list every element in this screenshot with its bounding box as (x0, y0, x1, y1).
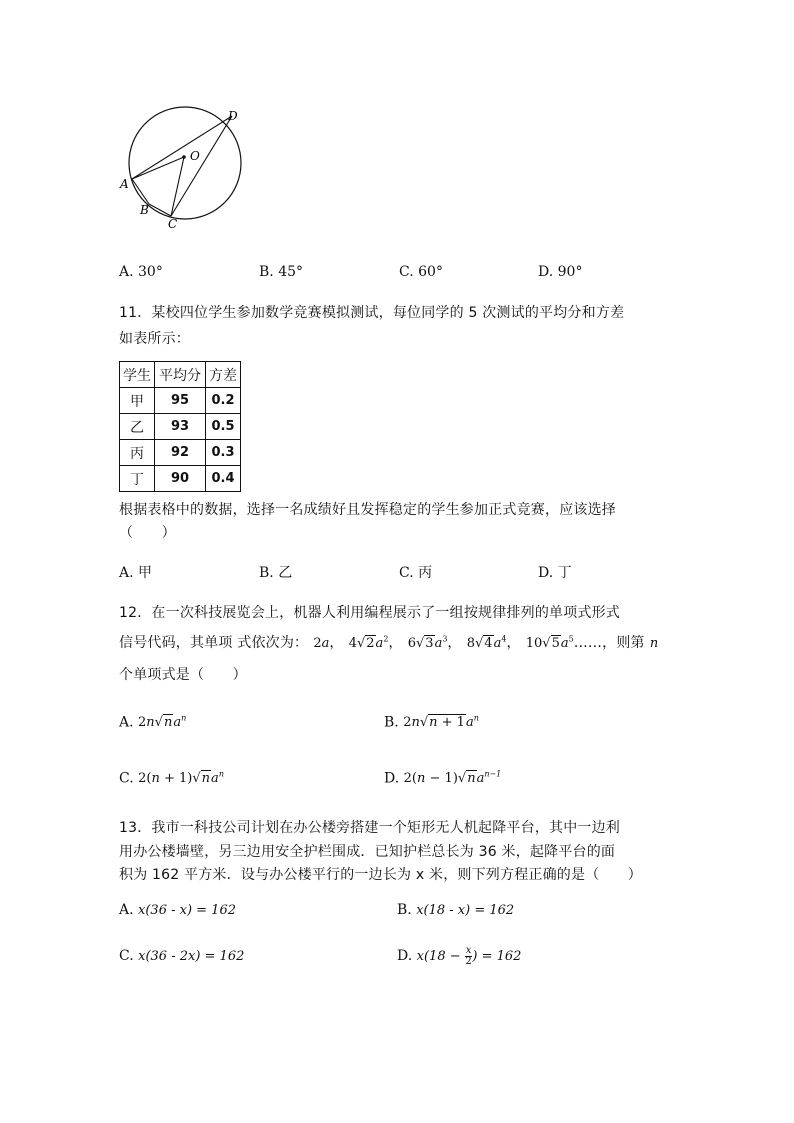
q12-stem-line2: 信号代码，其单项 式依次为： 2a， $4√2a^2$， $6√3a^3$， $8√4a^4$， $10√5a^5\dots\dots$，则第 n (119, 634, 659, 651)
option-letter: D. (538, 264, 554, 280)
option-formula: x(36 - 2x) = 162 (138, 949, 245, 964)
q13-option-b[interactable] (397, 902, 514, 918)
segment-OC (171, 157, 184, 216)
q11-stem-line2: 如表所示： (119, 331, 190, 347)
variable-n: n (649, 636, 659, 651)
student-name: 乙 (120, 414, 155, 440)
q12-stem-line3: 个单项式是（ ） (119, 667, 247, 683)
label-D: D (228, 109, 238, 123)
option-letter: C. (119, 948, 134, 964)
q12-option-c[interactable] (119, 770, 224, 786)
option-text: 45° (278, 264, 304, 280)
variance: 0.3 (206, 440, 241, 466)
header-student: 学生 (120, 362, 155, 388)
center-point (182, 155, 186, 159)
average-score: 90 (155, 466, 206, 492)
sequence-term-3: $6√3a^3$ (407, 634, 448, 651)
q10-option-c[interactable] (399, 264, 443, 280)
header-variance: 方差 (206, 362, 241, 388)
option-letter: B. (384, 714, 399, 731)
q13-option-a[interactable] (119, 902, 236, 918)
q11-option-c[interactable] (399, 562, 432, 582)
sequence-term-4: $8√4a^4$ (466, 634, 507, 651)
option-letter: C. (119, 770, 134, 787)
option-letter: B. (397, 902, 412, 918)
label-O: O (190, 149, 200, 163)
q10-option-b[interactable] (259, 264, 303, 280)
label-C: C (168, 217, 178, 231)
table-row (120, 466, 241, 492)
q13-option-d[interactable] (397, 946, 521, 967)
option-letter: A. (119, 902, 134, 918)
q11-option-d[interactable] (538, 562, 572, 582)
q11-stem-line1: 11．某校四位学生参加数学竞赛模拟测试，每位同学的 5 次测试的平均分和方差 (119, 305, 625, 321)
option-formula: $2n√n + 1a^n$ (403, 714, 479, 731)
table-row (120, 440, 241, 466)
option-letter: B. (259, 565, 274, 581)
option-letter: C. (399, 565, 414, 581)
average-score: 93 (155, 414, 206, 440)
table-row (120, 414, 241, 440)
q11-option-a[interactable] (119, 562, 152, 582)
q12-option-b[interactable] (384, 714, 479, 730)
q11-prompt-line1: 根据表格中的数据，选择一名成绩好且发挥稳定的学生参加正式竞赛，应该选择 (119, 502, 616, 518)
sequence-term-5: $10√5a^5$ (525, 634, 574, 651)
option-text: 甲 (138, 565, 153, 581)
student-name: 甲 (120, 388, 155, 414)
option-text: 丁 (557, 565, 572, 581)
option-letter: A. (119, 264, 134, 280)
option-text: 丙 (418, 565, 433, 581)
option-formula: $2(n + 1)√na^n$ (138, 770, 224, 787)
student-name: 丁 (120, 466, 155, 492)
q13-option-c[interactable] (119, 948, 244, 964)
label-B: B (140, 203, 149, 217)
q11-option-b[interactable] (259, 562, 292, 582)
circle-figure (112, 100, 252, 235)
q13-stem-line2: 用办公楼墙壁，另三边用安全护栏围成．已知护栏总长为 36 米，起降平台的面 (119, 844, 616, 860)
chord-AB (132, 179, 149, 204)
q10-option-d[interactable] (538, 264, 582, 280)
q12-stem-line1: 12．在一次科技展览会上，机器人利用编程展示了一组按规律排列的单项式形式 (119, 605, 621, 621)
ellipsis-text: ……，则第 (573, 635, 645, 651)
option-text: 乙 (278, 565, 293, 581)
option-formula: x(18 - x) = 162 (416, 903, 515, 918)
segment-AO (132, 157, 184, 179)
option-formula: x(18 − $\frac{x}{2}$ ) = 162 (416, 945, 522, 967)
option-letter: D. (538, 565, 554, 581)
table-header-row (120, 362, 241, 388)
option-text: 30° (138, 264, 163, 280)
variance: 0.4 (206, 466, 241, 492)
option-letter: C. (399, 264, 414, 280)
variance: 0.2 (206, 388, 241, 414)
q13-stem-line3: 积为 162 平方米．设与办公楼平行的一边长为 x 米，则下列方程正确的是（ ） (119, 867, 643, 883)
q12-option-d[interactable] (384, 770, 501, 786)
variance: 0.5 (206, 414, 241, 440)
stem-text: 信号代码，其单项 式依次为： (119, 635, 309, 651)
q13-stem-line1: 13．我市一科技公司计划在办公楼旁搭建一个矩形无人机起降平台，其中一边利 (119, 820, 621, 836)
header-average: 平均分 (155, 362, 206, 388)
score-table (119, 361, 241, 492)
chord-CD (171, 116, 232, 216)
q11-prompt-line2: （ ） (119, 525, 176, 541)
option-formula: $2n√na^n$ (138, 714, 187, 731)
chord-BC (149, 204, 171, 216)
option-text: 90° (557, 264, 583, 280)
average-score: 92 (155, 440, 206, 466)
option-letter: B. (259, 264, 274, 280)
table-row (120, 388, 241, 414)
sequence-term-2: $4√2a^2$ (348, 634, 389, 651)
label-A: A (120, 177, 129, 191)
option-letter: A. (119, 714, 134, 731)
option-letter: A. (119, 565, 134, 581)
q12-option-a[interactable] (119, 714, 186, 730)
option-letter: D. (397, 948, 413, 964)
average-score: 95 (155, 388, 206, 414)
student-name: 丙 (120, 440, 155, 466)
option-text: 60° (418, 264, 443, 280)
sequence-term-1: 2a (313, 636, 330, 651)
option-letter: D. (384, 770, 400, 787)
chord-AD (132, 116, 232, 179)
option-formula: x(36 - x) = 162 (138, 903, 236, 918)
q10-option-a[interactable] (119, 264, 163, 280)
option-formula: $2(n - 1)√na^{n-1}$ (403, 770, 502, 787)
